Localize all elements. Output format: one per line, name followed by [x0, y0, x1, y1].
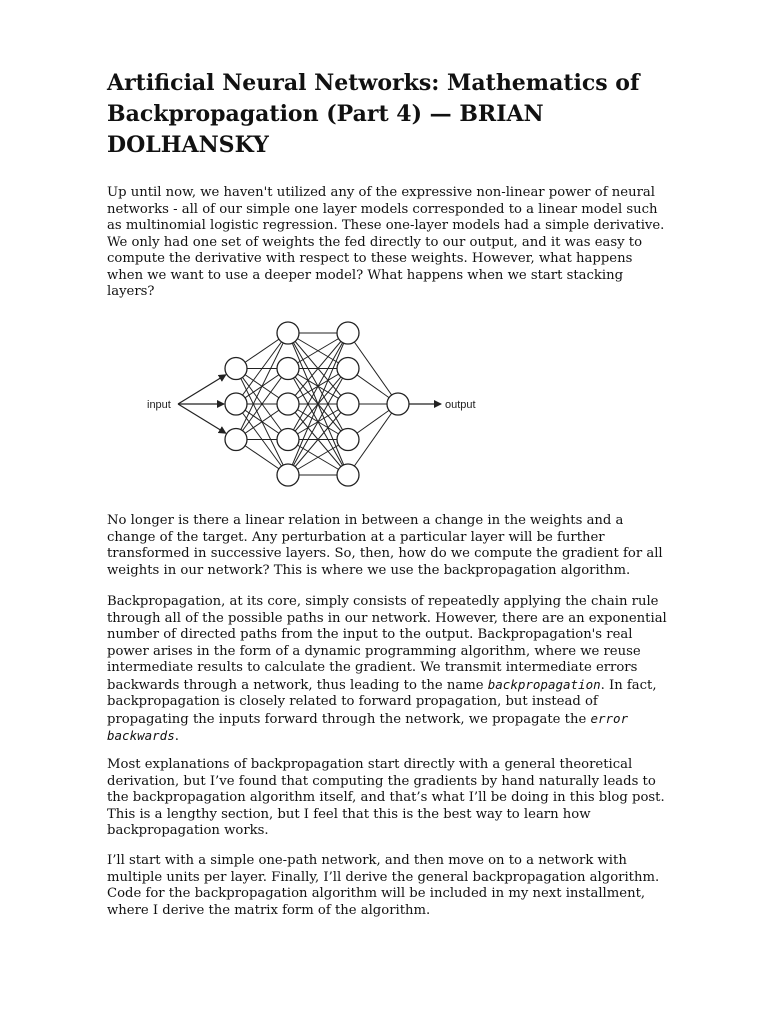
network-node [337, 358, 359, 380]
network-node [387, 393, 409, 415]
network-node [337, 393, 359, 415]
network-node [337, 464, 359, 486]
network-node [337, 322, 359, 344]
input-arrow [178, 404, 226, 433]
paragraph-explanations: Most explanations of backpropagation start directly with a general theoretical derivation, but I’ve found that computing the gradients by hand naturally leads to the backpropagation algorithm itself, and that’s what I’ll be doing in this blog post. This is a lengthy section, but I feel that this is the best way to learn how backpropagation works. [107, 757, 665, 838]
network-node [277, 322, 299, 344]
network-node [277, 464, 299, 486]
text-segment: . [174, 729, 179, 744]
paragraph-intro: Up until now, we haven't utilized any of the expressive non-linear power of neural networks - all of our simple one layer models corresponded to a linear model such as multinomial logistic regression. These one-layer models had a simple derivative. We only had one set of weights the fed directly to our output, and it was easy to compute the derivative with respect to these weights. However, what happens when we want to use a deeper model? What happens when we start stacking layers? [107, 185, 665, 299]
network-connections [236, 333, 398, 475]
paragraph-linear-relation: No longer is there a linear relation in between a change in the weights and a change of the target. Any perturbation at a particular layer will be further transformed in successive layers. So, then, how do we compute the gradient for all weights in our network? This is where we use the backpropagation algorithm. [107, 513, 663, 578]
input-arrow [178, 375, 226, 404]
input-label: input [147, 399, 171, 411]
emphasis-error-backwards: error backwards [107, 710, 629, 743]
network-node [277, 358, 299, 380]
output-label: output [445, 399, 476, 411]
page-title: Artificial Neural Networks: Mathematics of Backpropagation (Part 4) — BRIAN DOLHANSKY [107, 70, 640, 158]
network-node [225, 393, 247, 415]
paragraph-plan: I’ll start with a simple one-path network, and then move on to a network with multiple units per layer. Finally, I’ll derive the general backpropagation algorithm. Code for the backpropagation algorithm will be included in my next installment, where I derive the matrix form of the algorithm. [107, 853, 660, 918]
network-node [277, 393, 299, 415]
neural-network-diagram [140, 315, 485, 495]
network-node [337, 429, 359, 451]
connection-line [236, 333, 288, 440]
network-node [225, 358, 247, 380]
neural-network-svg [140, 315, 485, 495]
emphasis-backpropagation: backpropagation [487, 676, 601, 692]
text-segment: Backpropagation, at its core, simply consists of repeatedly applying the chain rule through all of the possible paths in our network. However, there are an exponential number of directed paths from the input to the output. Backpropagation's real power arises in the form of a dynamic programming algorithm, where we reuse intermediate results to calculate the gradient. We transmit intermediate errors backwards through a network, thus leading to the name [107, 594, 667, 693]
text-segment: . In fact, backpropagation is closely related to forward propagation, but instead of propagating the inputs forward through the network, we propagate the [107, 677, 657, 727]
network-node [277, 429, 299, 451]
paragraph-backprop-core [107, 594, 667, 746]
network-node [225, 429, 247, 451]
